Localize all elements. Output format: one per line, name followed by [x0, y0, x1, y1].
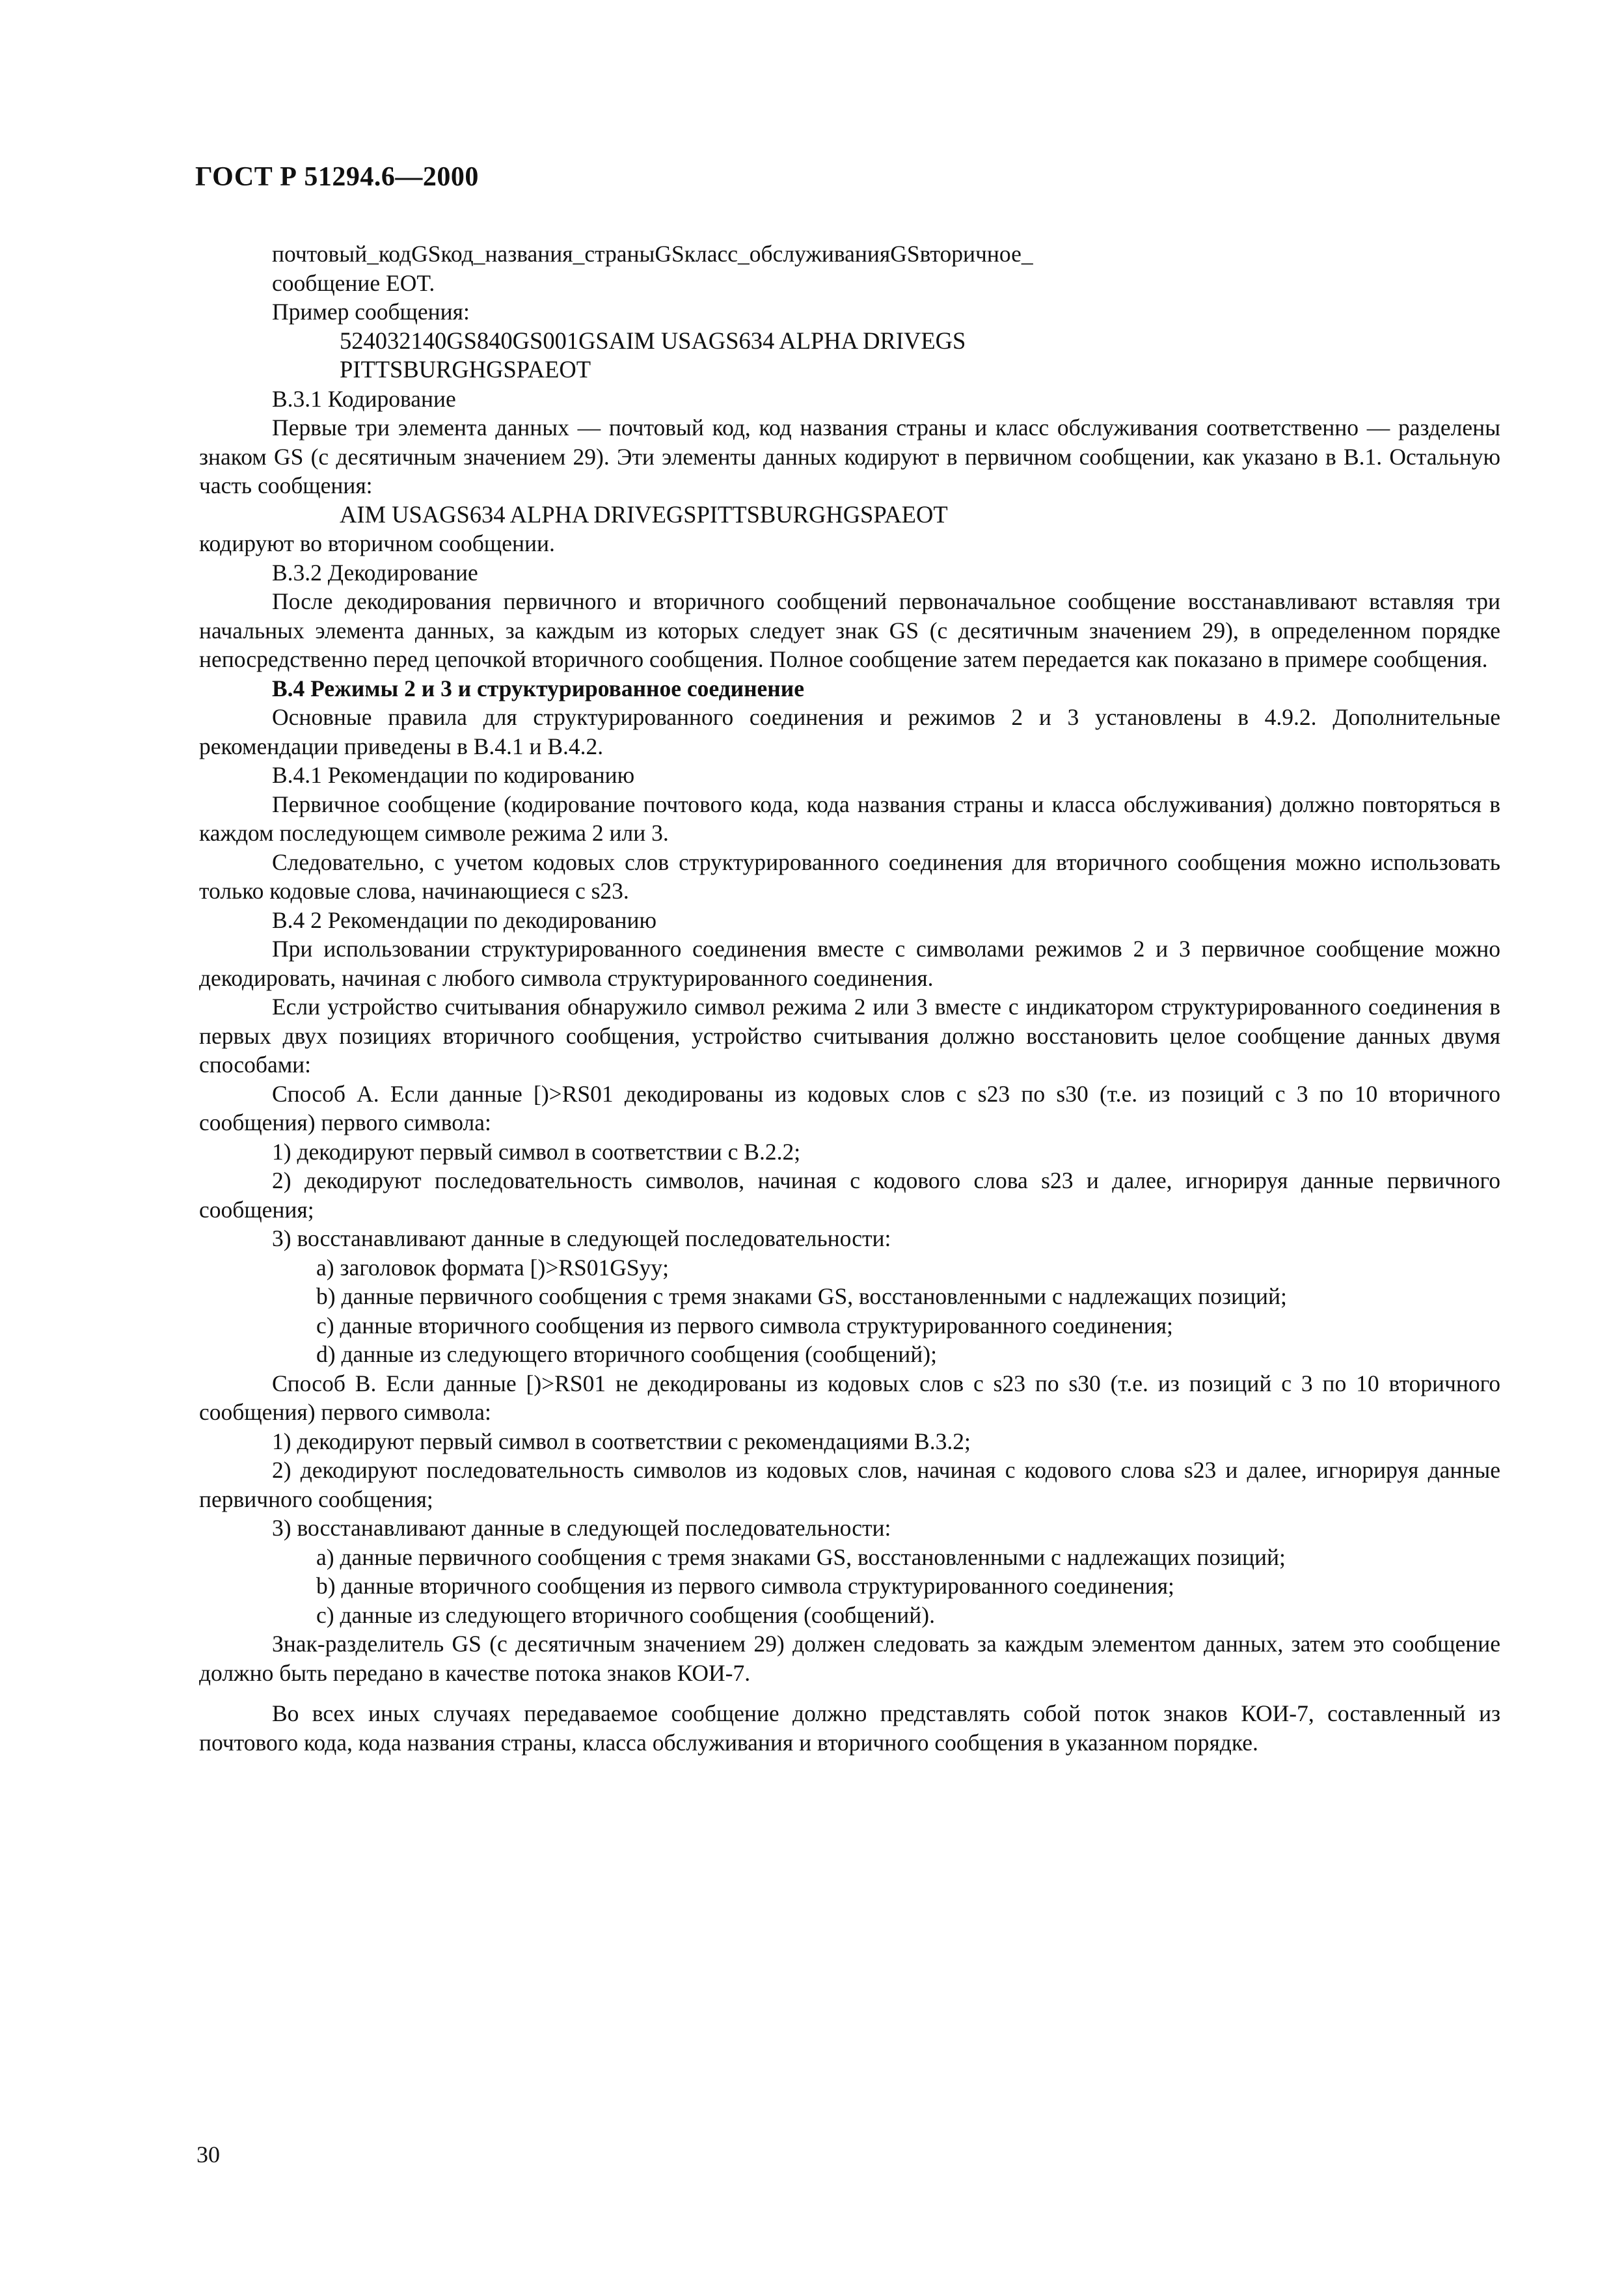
paragraph: Способ В. Если данные [)>RS01 не декодированы из кодовых слов с s23 по s30 (т.е. из позиций с 3 по 10 вторичного сообщения) первого символа: [199, 1370, 1500, 1425]
list-item: 1) декодируют первый символ в соответствии с В.2.2; [272, 1138, 801, 1165]
paragraph: Если устройство считывания обнаружило символ режима 2 или 3 вместе с индикатором структурированного соединения в первых двух позициях вторичного сообщения, устройство считывания должно восстановить целое сообщение данных двумя способами: [199, 994, 1500, 1078]
paragraph: Следовательно, с учетом кодовых слов структурированного соединения для вторичного сообщения можно использовать только кодовые слова, начинающиеся с s23. [199, 849, 1500, 904]
paragraph: При использовании структурированного соединения вместе с символами режимов 2 и 3 первичное сообщение можно декодировать, начиная с любого символа структурированного соединения. [199, 936, 1500, 991]
sub-list-item: c) данные из следующего вторичного сообщения (сообщений). [316, 1601, 935, 1628]
paragraph: Пример сообщения: [272, 299, 470, 325]
paragraph: почтовый_кодGSкод_названия_страныGSкласс_обслуживанияGSвторичное_ [272, 241, 1033, 267]
example-line: AIM USAGS634 ALPHA DRIVEGSPITTSBURGHGSPAEOT [340, 500, 948, 528]
page-number: 30 [196, 2141, 220, 2168]
list-item: 2) декодируют последовательность символов, начиная с кодового слова s23 и далее, игнорируя данные первичного сообщения; [199, 1167, 1500, 1223]
example-line: 524032140GS840GS001GSAIM USAGS634 ALPHA DRIVEGS [340, 327, 966, 354]
sub-list-item: d) данные из следующего вторичного сообщения (сообщений); [316, 1341, 937, 1367]
example-line: PITTSBURGHGSPAEOT [340, 356, 591, 383]
section-heading: В.4 2 Рекомендации по декодированию [272, 906, 657, 933]
list-item: 1) декодируют первый символ в соответствии с рекомендациями В.3.2; [272, 1428, 971, 1454]
section-heading: В.3.2 Декодирование [272, 559, 478, 586]
paragraph: Основные правила для структурированного соединения и режимов 2 и 3 установлены в 4.9.2. Дополнительные рекомендации приведены в В.4.1 и В.4.2. [199, 704, 1500, 759]
sub-list-item: b) данные вторичного сообщения из первого символа структурированного соединения; [316, 1573, 1174, 1599]
paragraph: Во всех иных случаях передаваемое сообщение должно представлять собой поток знаков КОИ-7, составленный из почтового кода, кода названия страны, класса обслуживания и вторичного сообщения в указанном порядке. [199, 1700, 1500, 1756]
section-heading: В.4.1 Рекомендации по кодированию [272, 762, 635, 788]
section-heading: В.4 Режимы 2 и 3 и структурированное соединение [272, 675, 804, 701]
section-heading: В.3.1 Кодирование [272, 385, 456, 412]
sub-list-item: c) данные вторичного сообщения из первого символа структурированного соединения; [316, 1312, 1173, 1339]
paragraph: Знак-разделитель GS (с десятичным значением 29) должен следовать за каждым элементом данных, затем это сообщение должно быть передано в качестве потока знаков КОИ-7. [199, 1631, 1500, 1686]
sub-list-item: a) данные первичного сообщения с тремя знаками GS, восстановленными с надлежащих позиций; [316, 1543, 1286, 1570]
paragraph: кодируют во вторичном сообщении. [199, 530, 555, 556]
document-body [199, 239, 1500, 1757]
sub-list-item: a) заголовок формата [)>RS01GSyy; [316, 1254, 669, 1281]
sub-list-item: b) данные первичного сообщения с тремя знаками GS, восстановленными с надлежащих позиций; [316, 1283, 1287, 1309]
paragraph: сообщение EOT. [272, 269, 435, 296]
doc-header: ГОСТ Р 51294.6—2000 [195, 162, 479, 192]
paragraph: Способ А. Если данные [)>RS01 декодированы из кодовых слов с s23 по s30 (т.е. из позиций с 3 по 10 вторичного сообщения) первого символа: [199, 1080, 1500, 1135]
paragraph: После декодирования первичного и вторичного сообщений первоначальное сообщение восстанавливают вставляя три начальных элемента данных, за каждым из которых следует знак GS (с десятичным значением 29), в определенном порядке непосредственно перед цепочкой вторичного сообщения. Полное сообщение затем передается как показано в примере сообщения. [199, 588, 1500, 672]
paragraph: Первые три элемента данных — почтовый код, код названия страны и класс обслуживания соответственно — разделены знаком GS (с десятичным значением 29). Эти элементы данных кодируют в первичном сообщении, как указано в В.1. Остальную часть сообщения: [199, 415, 1500, 498]
list-item: 2) декодируют последовательность символов из кодовых слов, начиная с кодового слова s23 и далее, игнорируя данные первичного сообщения; [199, 1457, 1500, 1512]
list-item: 3) восстанавливают данные в следующей последовательности: [272, 1515, 891, 1541]
paragraph: Первичное сообщение (кодирование почтового кода, кода названия страны и класса обслуживания) должно повторяться в каждом последующем символе режима 2 или 3. [199, 791, 1500, 846]
list-item: 3) восстанавливают данные в следующей последовательности: [272, 1225, 891, 1251]
